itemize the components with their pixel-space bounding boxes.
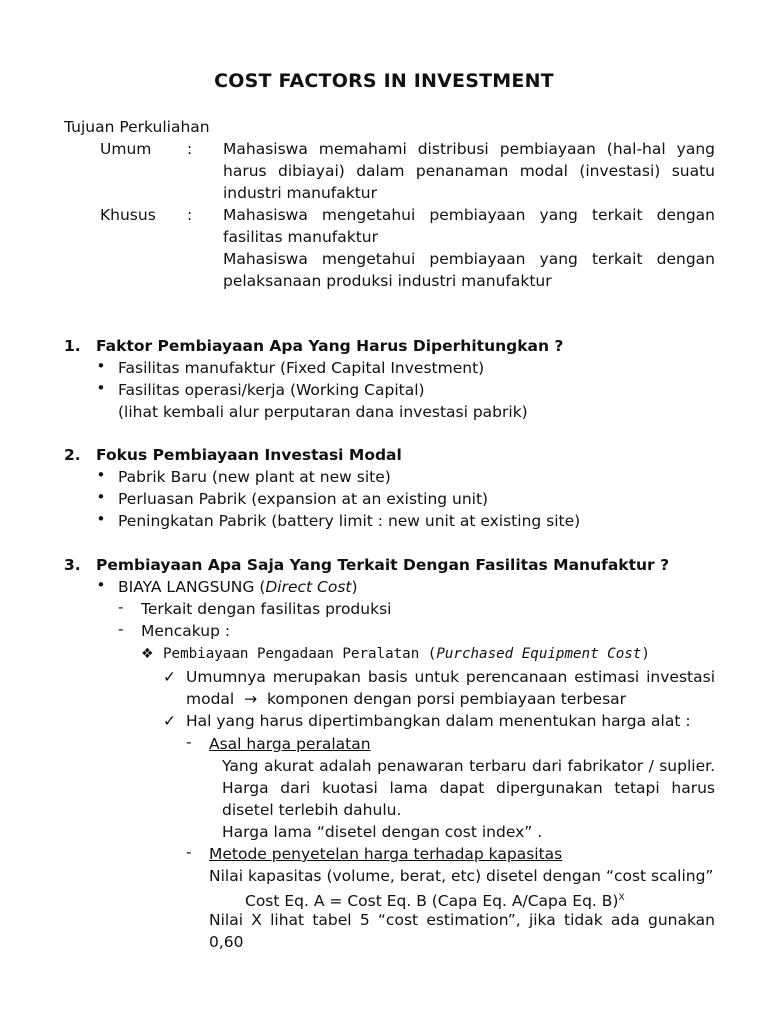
dash-icon: - bbox=[186, 843, 192, 861]
section-2-number: 2. bbox=[64, 446, 81, 464]
umum-colon: : bbox=[187, 140, 193, 158]
umum-line-1: Mahasiswa memahami distribusi pembiayaan (hal-hal yang bbox=[223, 140, 715, 158]
check-icon: ✓ bbox=[163, 668, 176, 686]
bullet-icon: • bbox=[96, 466, 106, 484]
khusus-1-line-1: Mahasiswa mengetahui pembiayaan yang terkait dengan bbox=[223, 206, 715, 224]
sub-a-line-4: Harga lama “disetel dengan cost index” . bbox=[222, 823, 543, 841]
check-1-line-2 bbox=[186, 688, 626, 710]
umum-label: Umum bbox=[100, 140, 152, 158]
check-1-line-2a: modal bbox=[186, 690, 235, 708]
sub-b-line-4: 0,60 bbox=[209, 933, 244, 951]
cost-formula-exponent: X bbox=[618, 893, 625, 903]
direct-cost-bullet bbox=[118, 576, 358, 598]
bullet-icon: • bbox=[96, 379, 106, 397]
bullet-icon: • bbox=[96, 357, 106, 375]
check-icon: ✓ bbox=[163, 712, 176, 730]
dash-icon: - bbox=[118, 598, 124, 616]
khusus-2-line-1: Mahasiswa mengetahui pembiayaan yang terkait dengan bbox=[223, 250, 715, 268]
section-1-number: 1. bbox=[64, 337, 81, 355]
sub-a-line-2: Harga dari kuotasi lama dapat dipergunakan tetapi harus bbox=[222, 779, 715, 797]
diamond-icon: ❖ bbox=[141, 646, 154, 662]
check-1-line-2b: komponen dengan porsi pembiayaan terbesar bbox=[266, 690, 627, 708]
section-2-bullet-1: Pabrik Baru (new plant at new site) bbox=[118, 468, 391, 486]
tujuan-heading: Tujuan Perkuliahan bbox=[64, 118, 210, 136]
direct-cost-italic: Direct Cost bbox=[265, 578, 352, 596]
sub-a-line-3: disetel terlebih dahulu. bbox=[222, 801, 402, 819]
dash-item-2: Mencakup : bbox=[141, 622, 231, 640]
bullet-icon: • bbox=[96, 488, 106, 506]
dash-item-1: Terkait dengan fasilitas produksi bbox=[141, 600, 392, 618]
section-2-heading: Fokus Pembiayaan Investasi Modal bbox=[96, 446, 402, 464]
umum-line-2: harus dibiayai) dalam penanaman modal (investasi) suatu bbox=[223, 162, 715, 180]
sub-b-title: Metode penyetelan harga terhadap kapasitas bbox=[209, 845, 563, 863]
dash-icon: - bbox=[118, 620, 124, 638]
section-1-bullet-2: Fasilitas operasi/kerja (Working Capital) bbox=[118, 381, 425, 399]
check-1-line-1: Umumnya merupakan basis untuk perencanaan estimasi investasi bbox=[186, 668, 715, 686]
section-2-bullet-2: Perluasan Pabrik (expansion at an existing unit) bbox=[118, 490, 489, 508]
arrow-right-icon: → bbox=[244, 690, 258, 708]
purchased-equipment-italic: Purchased Equipment Cost bbox=[436, 646, 642, 662]
sub-b-line-3: Nilai X lihat tabel 5 “cost estimation”, jika tidak ada gunakan bbox=[209, 911, 715, 929]
bullet-icon: • bbox=[96, 510, 106, 528]
page-title: COST FACTORS IN INVESTMENT bbox=[214, 70, 554, 92]
dash-icon: - bbox=[186, 733, 192, 751]
direct-cost-suffix: ) bbox=[351, 578, 358, 596]
khusus-2-line-2: pelaksanaan produksi industri manufaktur bbox=[223, 272, 552, 290]
purchased-equipment-line bbox=[163, 643, 650, 665]
khusus-1-line-2: fasilitas manufaktur bbox=[223, 228, 378, 246]
purchased-equipment-prefix: Pembiayaan Pengadaan Peralatan ( bbox=[163, 646, 437, 662]
sub-a-title: Asal harga peralatan bbox=[209, 735, 371, 753]
purchased-equipment-suffix: ) bbox=[641, 646, 650, 662]
section-3-heading: Pembiayaan Apa Saja Yang Terkait Dengan Fasilitas Manufaktur ? bbox=[96, 556, 670, 574]
umum-line-3: industri manufaktur bbox=[223, 184, 378, 202]
section-1-bullet-1: Fasilitas manufaktur (Fixed Capital Investment) bbox=[118, 359, 485, 377]
khusus-colon: : bbox=[187, 206, 193, 224]
khusus-label: Khusus bbox=[100, 206, 156, 224]
sub-a-line-1: Yang akurat adalah penawaran terbaru dari fabrikator / suplier. bbox=[222, 757, 715, 775]
sub-b-line-1: Nilai kapasitas (volume, berat, etc) disetel dengan “cost scaling” bbox=[209, 867, 714, 885]
check-2: Hal yang harus dipertimbangkan dalam menentukan harga alat : bbox=[186, 712, 691, 730]
section-2-bullet-3: Peningkatan Pabrik (battery limit : new unit at existing site) bbox=[118, 512, 581, 530]
section-3-number: 3. bbox=[64, 556, 81, 574]
cost-formula-text: Cost Eq. A = Cost Eq. B (Capa Eq. A/Capa Eq. B) bbox=[245, 892, 619, 911]
section-1-heading: Faktor Pembiayaan Apa Yang Harus Diperhitungkan ? bbox=[96, 337, 564, 355]
section-1-note: (lihat kembali alur perputaran dana investasi pabrik) bbox=[118, 403, 528, 421]
bullet-icon: • bbox=[96, 576, 106, 594]
direct-cost-prefix: BIAYA LANGSUNG ( bbox=[118, 578, 266, 596]
